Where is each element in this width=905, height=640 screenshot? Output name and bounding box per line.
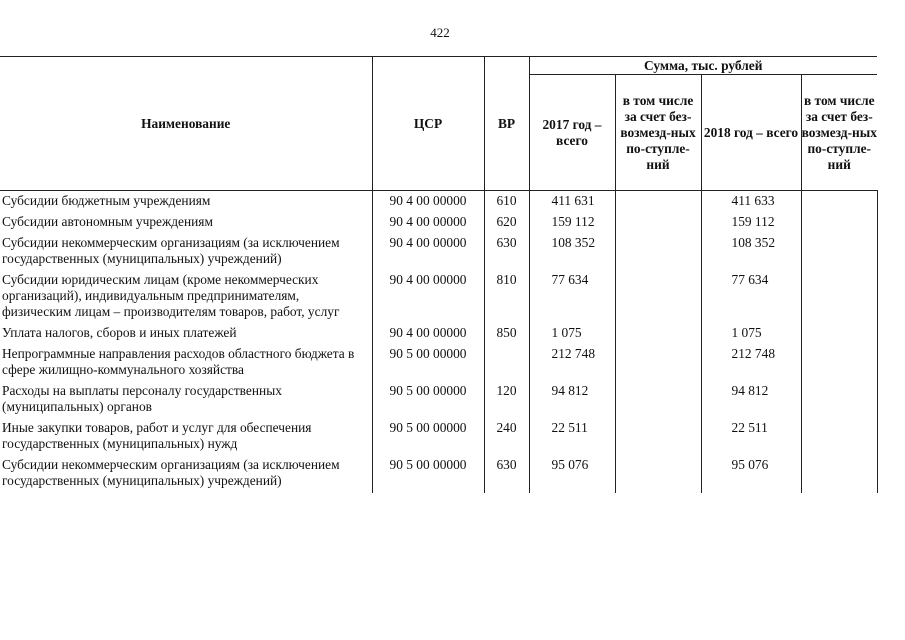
cell-csr: 90 4 00 00000	[372, 212, 484, 233]
cell-2018-total: 159 112	[701, 212, 801, 233]
cell-name: Уплата налогов, сборов и иных платежей	[2, 325, 237, 340]
table-row	[0, 233, 877, 270]
cell-name: Непрограммные направления расходов областного бюджета в сфере жилищно-коммунального хозяйства	[2, 346, 355, 377]
table-header	[0, 57, 877, 191]
header-csr: ЦСР	[372, 57, 484, 191]
cell-2017-total: 94 812	[529, 381, 615, 418]
cell-csr: 90 5 00 00000	[372, 381, 484, 418]
header-2017-total: 2017 год – всего	[529, 75, 615, 191]
cell-2017-total: 212 748	[529, 344, 615, 381]
cell-2018-total: 95 076	[701, 455, 801, 493]
header-2017-gratuitous: в том числе за счет без-возмезд-ных по-ступле-ний	[615, 75, 701, 191]
cell-2018-gratuitous	[801, 191, 877, 213]
cell-2017-total: 77 634	[529, 270, 615, 323]
header-name: Наименование	[0, 57, 372, 191]
table-row	[0, 212, 877, 233]
cell-vr: 610	[484, 191, 529, 213]
cell-2018-gratuitous	[801, 455, 877, 493]
cell-2017-gratuitous	[615, 344, 701, 381]
table-row	[0, 323, 877, 344]
cell-2018-total: 212 748	[701, 344, 801, 381]
cell-name: Расходы на выплаты персоналу государственных (муниципальных) органов	[2, 383, 282, 414]
cell-name: Субсидии автономным учреждениям	[2, 214, 213, 229]
table-row	[0, 344, 877, 381]
cell-csr: 90 4 00 00000	[372, 323, 484, 344]
cell-csr: 90 5 00 00000	[372, 418, 484, 455]
cell-vr: 630	[484, 233, 529, 270]
cell-vr: 630	[484, 455, 529, 493]
table-row	[0, 191, 877, 213]
cell-2017-total: 95 076	[529, 455, 615, 493]
header-vr: ВР	[484, 57, 529, 191]
cell-csr: 90 4 00 00000	[372, 191, 484, 213]
cell-2017-gratuitous	[615, 455, 701, 493]
cell-name: Субсидии юридическим лицам (кроме некоммерческих организаций), индивидуальным предпринимателям, физическим лицам – производителям товаров, работ, услуг	[2, 272, 340, 319]
cell-2017-gratuitous	[615, 418, 701, 455]
cell-csr: 90 4 00 00000	[372, 233, 484, 270]
cell-2017-gratuitous	[615, 270, 701, 323]
cell-2017-total: 159 112	[529, 212, 615, 233]
cell-2017-total: 22 511	[529, 418, 615, 455]
cell-2018-total: 411 633	[701, 191, 801, 213]
cell-vr: 120	[484, 381, 529, 418]
cell-name: Иные закупки товаров, работ и услуг для обеспечения государственных (муниципальных) нужд	[2, 420, 312, 451]
cell-2018-total: 108 352	[701, 233, 801, 270]
table-row	[0, 381, 877, 418]
cell-2018-gratuitous	[801, 381, 877, 418]
cell-vr: 850	[484, 323, 529, 344]
cell-2018-gratuitous	[801, 323, 877, 344]
cell-2018-total: 1 075	[701, 323, 801, 344]
cell-2018-total: 94 812	[701, 381, 801, 418]
header-2018-total: 2018 год – всего	[701, 75, 801, 191]
header-sum: Сумма, тыс. рублей	[529, 57, 877, 75]
cell-csr: 90 5 00 00000	[372, 344, 484, 381]
cell-2017-gratuitous	[615, 381, 701, 418]
header-2018-gratuitous: в том числе за счет без-возмезд-ных по-ступле-ний	[801, 75, 877, 191]
cell-csr: 90 4 00 00000	[372, 270, 484, 323]
cell-2017-total: 108 352	[529, 233, 615, 270]
page-number: 422	[430, 25, 450, 40]
table-row	[0, 418, 877, 455]
cell-2017-total: 411 631	[529, 191, 615, 213]
cell-2017-gratuitous	[615, 323, 701, 344]
cell-2018-total: 77 634	[701, 270, 801, 323]
cell-2018-gratuitous	[801, 344, 877, 381]
cell-2017-gratuitous	[615, 212, 701, 233]
cell-name: Субсидии некоммерческим организациям (за исключением государственных (муниципальных) учреждений)	[2, 235, 340, 266]
cell-2017-total: 1 075	[529, 323, 615, 344]
table-body	[0, 191, 877, 494]
cell-name: Субсидии некоммерческим организациям (за исключением государственных (муниципальных) учреждений)	[2, 457, 340, 488]
cell-2017-gratuitous	[615, 191, 701, 213]
cell-vr	[484, 344, 529, 381]
cell-2018-gratuitous	[801, 270, 877, 323]
cell-2018-total: 22 511	[701, 418, 801, 455]
cell-name: Субсидии бюджетным учреждениям	[2, 193, 211, 208]
cell-vr: 810	[484, 270, 529, 323]
cell-csr: 90 5 00 00000	[372, 455, 484, 493]
cell-2018-gratuitous	[801, 212, 877, 233]
cell-2018-gratuitous	[801, 233, 877, 270]
table-row	[0, 455, 877, 493]
cell-2018-gratuitous	[801, 418, 877, 455]
cell-vr: 620	[484, 212, 529, 233]
budget-table	[0, 56, 878, 493]
table-row	[0, 270, 877, 323]
cell-2017-gratuitous	[615, 233, 701, 270]
cell-vr: 240	[484, 418, 529, 455]
